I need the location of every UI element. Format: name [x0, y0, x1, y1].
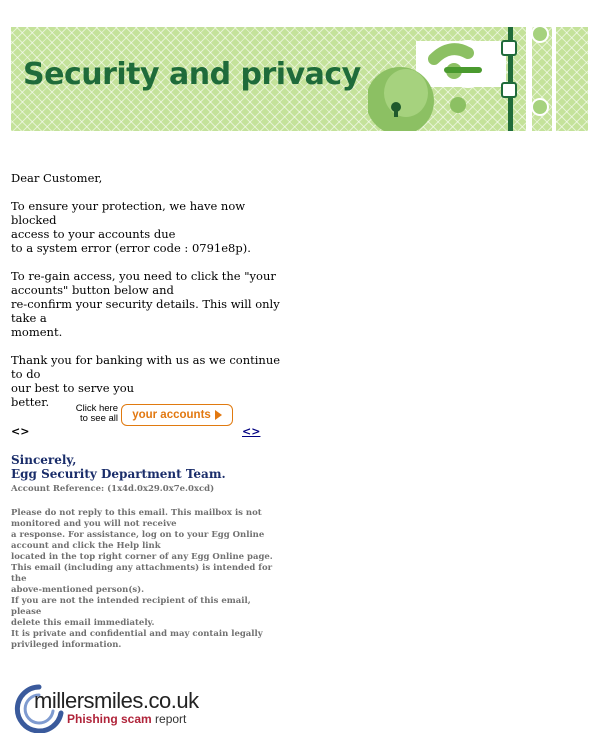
padlock-key-icon [368, 27, 588, 131]
disclaimer-line: above-mentioned person(s). [11, 585, 145, 595]
millersmiles-logo [9, 683, 239, 733]
disclaimer-line: a response. For assistance, log on to your Egg Online [11, 530, 265, 540]
text-line: our best to serve you [11, 381, 135, 395]
header-banner [11, 27, 588, 131]
disclaimer-line: Please do not reply to this email. This mailbox is not [11, 508, 262, 518]
disclaimer-line: account and click the Help link [11, 541, 161, 551]
link-right[interactable]: <> [242, 425, 261, 438]
logo-subtitle [67, 712, 186, 726]
play-arrow-icon [215, 410, 222, 420]
disclaimer-line: privileged information. [11, 640, 122, 650]
disclaimer-line: It is private and confidential and may contain legally [11, 629, 263, 639]
button-label: your accounts [132, 409, 211, 421]
text-line: Thank you for banking with us as we continue to do [11, 353, 281, 381]
banner-title: Security and privacy [23, 57, 361, 92]
team-name: Egg Security Department Team. [11, 467, 226, 481]
text-line: access to your accounts due [11, 227, 176, 241]
logo-wordmark: millersmiles.co.uk [34, 688, 199, 713]
paragraph-blocked-access [11, 199, 283, 255]
disclaimer-line: If you are not the intended recipient of this email, please [11, 596, 251, 617]
paragraph-thank-you [11, 353, 283, 409]
greeting: Dear Customer, [11, 171, 103, 185]
subtitle-rest: report [151, 712, 187, 726]
your-accounts-button[interactable] [121, 404, 233, 426]
cta-hint: Click here to see all [75, 403, 118, 424]
disclaimer-line: located in the top right corner of any Egg Online page. [11, 552, 273, 562]
text-line: accounts" button below and [11, 283, 174, 297]
signature [11, 453, 226, 481]
text-line: To re-gain access, you need to click the "your [11, 269, 276, 283]
text-line: To ensure your protection, we have now blocked [11, 199, 246, 227]
email-body [11, 171, 283, 423]
text-line: better. [11, 395, 50, 409]
text-line: to a system error (error code : 0791e8p). [11, 241, 251, 255]
sign-off: Sincerely, [11, 453, 77, 467]
link-left[interactable]: <> [11, 425, 30, 438]
disclaimer-line: delete this email immediately. [11, 618, 155, 628]
text-line: moment. [11, 325, 63, 339]
disclaimer [11, 508, 273, 651]
disclaimer-line: This email (including any attachments) is intended for the [11, 563, 273, 584]
account-reference: Account Reference: (1x4d.0x29.0x7e.0xcd) [11, 484, 215, 494]
subtitle-bold: Phishing scam [67, 712, 152, 726]
disclaimer-line: monitored and you will not receive [11, 519, 177, 529]
paragraph-regain-access [11, 269, 283, 339]
text-line: re-confirm your security details. This will only take a [11, 297, 280, 325]
